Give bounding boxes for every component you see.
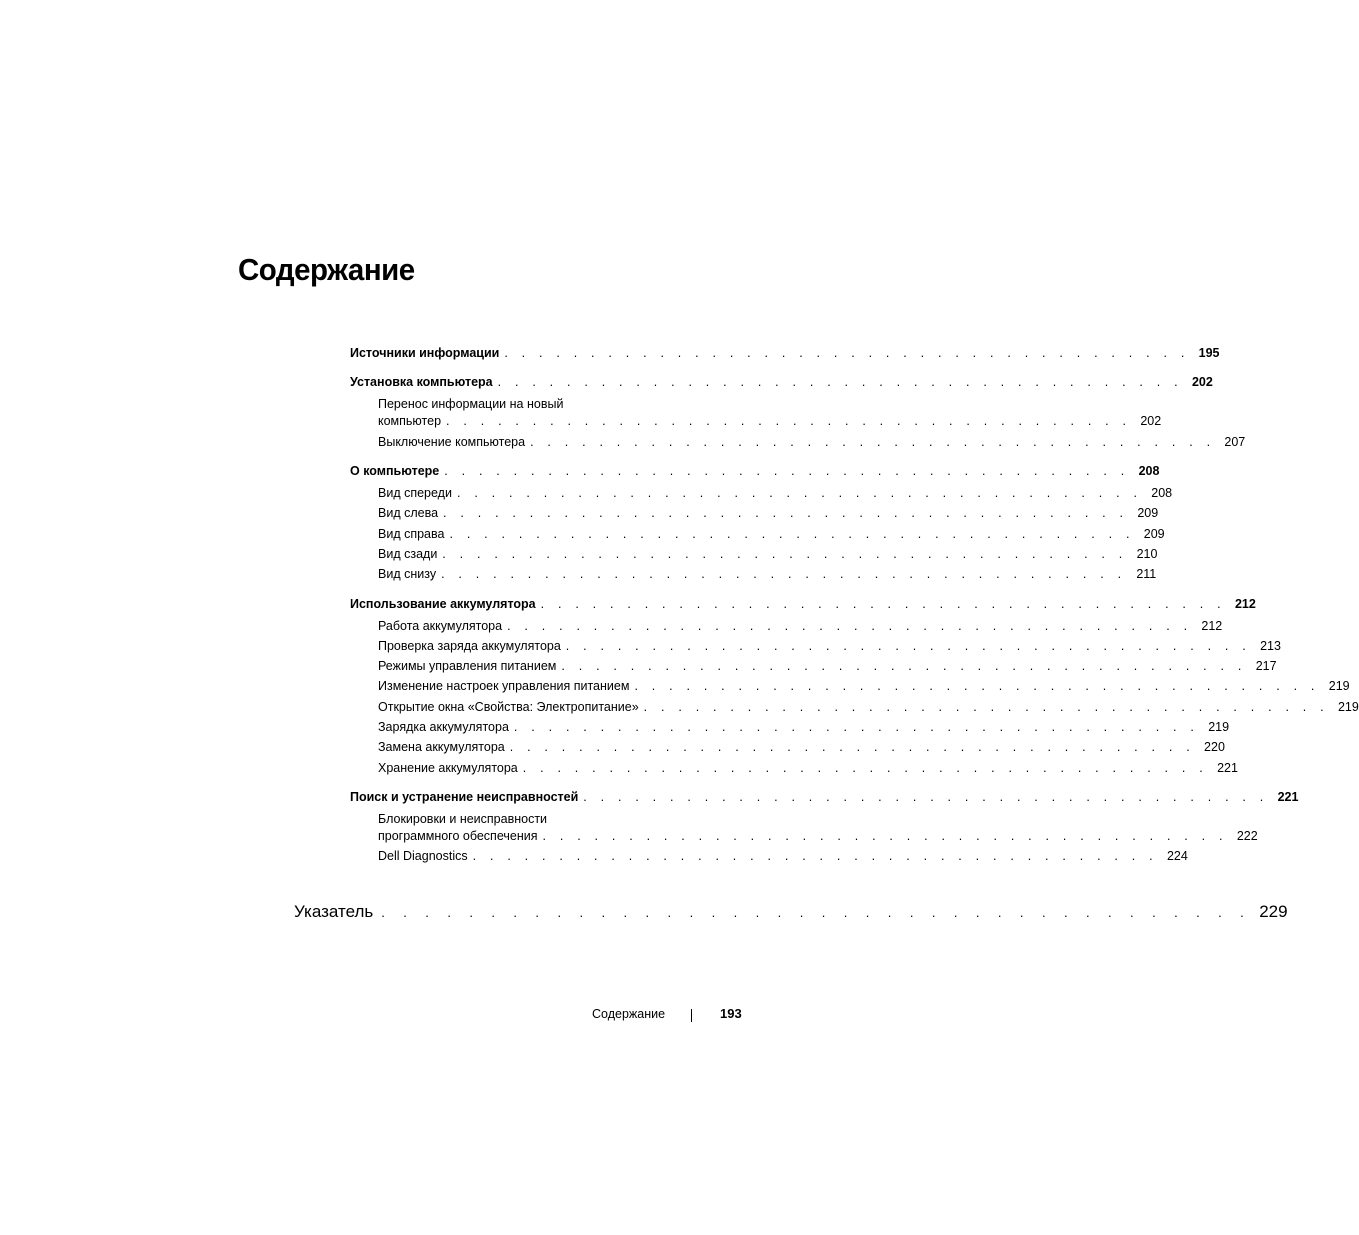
toc-entry[interactable]: [378, 719, 1230, 735]
footer-divider: [691, 1009, 692, 1022]
toc-entry-label: О компьютере: [350, 464, 440, 478]
dot-leader: . . . . . . . . . . . . . . . . . . . . . . . . . . . . . . . . . . . . . . . .: [583, 790, 1269, 804]
toc-entry-page: 229: [1259, 902, 1288, 921]
toc-entry-page: 208: [1151, 486, 1173, 500]
dot-leader: . . . . . . . . . . . . . . . . . . . . . . . . . . . . . . . . . . . . . . . .: [442, 547, 1128, 561]
dot-leader: . . . . . . . . . . . . . . . . . . . . . . . . . . . . . . . . . . . . . . . .: [497, 375, 1183, 389]
dot-leader: . . . . . . . . . . . . . . . . . . . . . . . . . . . . . . . . . . . . . . . .: [449, 527, 1135, 541]
toc-entry-page: 219: [1328, 679, 1350, 693]
toc-entry-page: 212: [1201, 619, 1223, 633]
toc-entry-label: Хранение аккумулятора: [378, 761, 518, 775]
toc-entry-label: Режимы управления питанием: [378, 659, 557, 673]
dot-leader: . . . . . . . . . . . . . . . . . . . . . . . . . . . . . . . . . . . . . . . .: [522, 761, 1208, 775]
toc-entry-label-line1: Перенос информации на новый: [378, 397, 564, 411]
toc-entry-label: Установка компьютера: [350, 375, 493, 389]
dot-leader: . . . . . . . . . . . . . . . . . . . . . . . . . . . . . . . . . . . . . . . .: [565, 639, 1251, 653]
toc-entry[interactable]: [378, 848, 1188, 864]
dot-leader: . . . . . . . . . . . . . . . . . . . . . . . . . . . . . . . . . . . . . . . .: [446, 414, 1132, 428]
toc-entry[interactable]: [378, 546, 1158, 562]
dot-leader: . . . . . . . . . . . . . . . . . . . . . . . . . . . . . . . . . . . . . . . .: [443, 506, 1129, 520]
toc-entry-label: Работа аккумулятора: [378, 619, 503, 633]
toc-entry-label-line1: Блокировки и неисправности: [378, 812, 548, 826]
toc-entry-page: 210: [1136, 547, 1158, 561]
toc-entry-page: 217: [1255, 659, 1277, 673]
toc-entry-page: 212: [1234, 597, 1256, 611]
toc-entry-label: Вид сзади: [378, 547, 438, 561]
dot-leader: . . . . . . . . . . . . . . . . . . . . . . . . . . . . . . . . . . . . . . . .: [381, 905, 1252, 920]
toc-entry-page: 208: [1138, 464, 1160, 478]
dot-leader: . . . . . . . . . . . . . . . . . . . . . . . . . . . . . . . . . . . . . . . .: [643, 700, 1329, 714]
toc-entry[interactable]: [350, 463, 1160, 479]
dot-leader: . . . . . . . . . . . . . . . . . . . . . . . . . . . . . . . . . . . . . . . .: [542, 829, 1228, 843]
dot-leader: . . . . . . . . . . . . . . . . . . . . . . . . . . . . . . . . . . . . . . . .: [540, 597, 1226, 611]
page-title: Содержание: [238, 252, 415, 287]
dot-leader: . . . . . . . . . . . . . . . . . . . . . . . . . . . . . . . . . . . . . . . .: [441, 567, 1127, 581]
toc-entry[interactable]: [378, 505, 1159, 521]
toc-entry-label: Зарядка аккумулятора: [378, 720, 509, 734]
toc-entry[interactable]: [378, 658, 1277, 674]
dot-leader: . . . . . . . . . . . . . . . . . . . . . . . . . . . . . . . . . . . . . . . .: [513, 720, 1200, 734]
toc-entry-page: 221: [1217, 761, 1238, 775]
toc-entry[interactable]: [378, 526, 1165, 542]
dot-leader: . . . . . . . . . . . . . . . . . . . . . . . . . . . . . . . . . . . . . . . .: [509, 740, 1195, 754]
dot-leader: . . . . . . . . . . . . . . . . . . . . . . . . . . . . . . . . . . . . . . . .: [456, 486, 1143, 500]
toc-entry-label: Изменение настроек управления питанием: [378, 679, 630, 693]
toc-entry-page: 221: [1277, 790, 1299, 804]
toc-entry-page: 209: [1137, 506, 1159, 520]
toc-entry-page: 202: [1140, 414, 1162, 428]
toc-entry[interactable]: [378, 397, 1162, 429]
toc-entry[interactable]: [350, 789, 1299, 805]
toc-entry-page: 207: [1224, 435, 1246, 449]
toc-entry-page: 202: [1191, 375, 1213, 389]
dot-leader: . . . . . . . . . . . . . . . . . . . . . . . . . . . . . . . . . . . . . . . .: [634, 679, 1320, 693]
toc-entry-label: Выключение компьютера: [378, 435, 526, 449]
toc-entry-page: 209: [1143, 527, 1165, 541]
toc-entry-page: 213: [1260, 639, 1281, 653]
toc-entry[interactable]: [378, 618, 1223, 634]
toc-entry[interactable]: [378, 485, 1173, 501]
toc-entry-label: Вид слева: [378, 506, 439, 520]
toc-entry[interactable]: [378, 760, 1238, 776]
toc-entry-page: 220: [1204, 740, 1225, 754]
toc-entry-label: Поиск и устранение неисправностей: [350, 790, 579, 804]
toc-entry[interactable]: [378, 739, 1225, 755]
toc-entry[interactable]: [350, 596, 1256, 612]
toc-entry-page: 224: [1166, 849, 1188, 863]
toc-entry[interactable]: [350, 345, 1220, 361]
toc-entry-label: Замена аккумулятора: [378, 740, 505, 754]
dot-leader: . . . . . . . . . . . . . . . . . . . . . . . . . . . . . . . . . . . . . . . .: [561, 659, 1247, 673]
toc-entry-label: Dell Diagnostics: [378, 849, 468, 863]
toc-entry-label: Указатель: [294, 902, 374, 921]
footer-page-number: 193: [720, 1006, 742, 1021]
toc-entry-label: Открытие окна «Свойства: Электропитание»: [378, 700, 639, 714]
toc-entry-page: 195: [1198, 346, 1220, 360]
dot-leader: . . . . . . . . . . . . . . . . . . . . . . . . . . . . . . . . . . . . . . . .: [530, 435, 1216, 449]
toc-entry-label: Проверка заряда аккумулятора: [378, 639, 561, 653]
toc-entry-label: Вид снизу: [378, 567, 437, 581]
toc-entry[interactable]: [378, 699, 1359, 715]
toc-entry[interactable]: [378, 812, 1258, 844]
toc-entry-label: Источники информации: [350, 346, 500, 360]
toc-entry-label: Вид спереди: [378, 486, 452, 500]
toc-entry-index[interactable]: [294, 902, 1288, 922]
toc-entry-label: программного обеспечения: [378, 829, 538, 843]
footer-section-name: Содержание: [592, 1007, 666, 1021]
toc-entry-label: Использование аккумулятора: [350, 597, 536, 611]
dot-leader: . . . . . . . . . . . . . . . . . . . . . . . . . . . . . . . . . . . . . . . .: [472, 849, 1158, 863]
toc-entry-page: 219: [1337, 700, 1359, 714]
toc-entry-label: компьютер: [378, 414, 442, 428]
toc-entry[interactable]: [378, 678, 1350, 694]
dot-leader: . . . . . . . . . . . . . . . . . . . . . . . . . . . . . . . . . . . . . . . .: [444, 464, 1130, 478]
toc-entry[interactable]: [378, 566, 1157, 582]
toc-entry-page: 222: [1236, 829, 1258, 843]
toc-entry[interactable]: [350, 374, 1213, 390]
toc-entry-page: 211: [1136, 567, 1157, 581]
dot-leader: . . . . . . . . . . . . . . . . . . . . . . . . . . . . . . . . . . . . . . . .: [504, 346, 1190, 360]
dot-leader: . . . . . . . . . . . . . . . . . . . . . . . . . . . . . . . . . . . . . . . .: [507, 619, 1193, 633]
toc-entry-page: 219: [1208, 720, 1230, 734]
toc-entry[interactable]: [378, 434, 1246, 450]
toc-entry[interactable]: [378, 638, 1281, 654]
toc-entry-label: Вид справа: [378, 527, 445, 541]
